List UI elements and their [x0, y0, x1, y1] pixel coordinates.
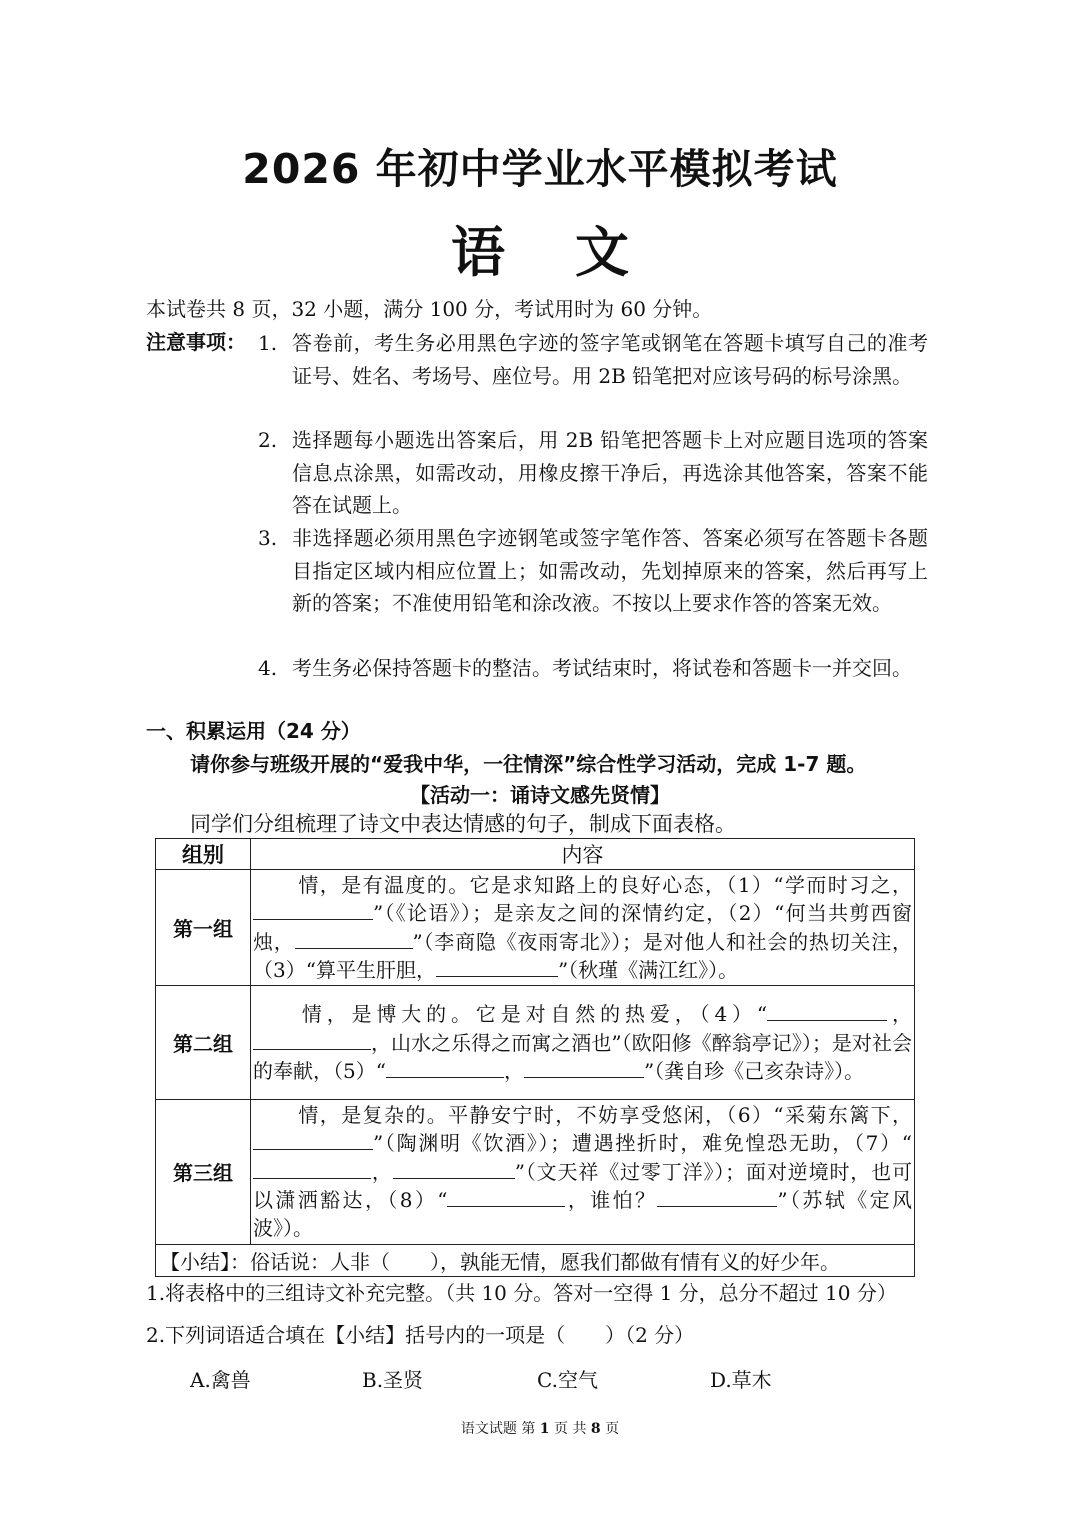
answer-blank[interactable] — [253, 901, 373, 920]
content-text: ”（苏轼《定风波》）。 — [253, 1188, 912, 1241]
section-heading: 一、积累运用（24 分） — [146, 719, 361, 743]
content-text: ”（陶渊明《饮酒》）；遭遇挫折时，难免惶恐无助，（7）“ — [373, 1131, 912, 1156]
footer-text: 页 — [600, 1421, 620, 1437]
option-c[interactable]: C.空气 — [537, 1368, 598, 1392]
content-text: ，谁怕？ — [565, 1188, 658, 1213]
answer-blank[interactable] — [253, 1031, 371, 1050]
total-pages: 8 — [590, 1421, 601, 1437]
group-label: 第一组 — [156, 870, 251, 986]
poem-table — [155, 838, 915, 1277]
summary-row — [156, 1244, 915, 1276]
table-header-content: 内容 — [251, 839, 915, 870]
content-text: ”（《论语》）；是亲友之间的深情约定，（2）“何当共剪西窗烛， — [253, 901, 912, 954]
activity-intro: 请你参与班级开展的“爱我中华，一往情深”综合性学习活动，完成 1-7 题。 — [190, 752, 867, 776]
exam-title: 2026 年初中学业水平模拟考试 — [242, 145, 838, 193]
notice-item — [258, 522, 928, 620]
content-text: ”（李商隐《夜雨寄北》）；是对他人和社会的热切关注，（3）“算平生肝胆， — [253, 929, 912, 982]
answer-blank[interactable] — [386, 1059, 504, 1078]
answer-blank[interactable] — [253, 1160, 371, 1179]
notice-text: 选择题每小题选出答案后，用 2B 铅笔把答题卡上对应题目选项的答案信息点涂黑，如需改动，用橡皮擦干净后，再选涂其他答案，答案不能答在试题上。 — [292, 428, 928, 517]
content-text: 情，是博大的。它是对自然的热爱，（4）“ — [297, 1002, 768, 1027]
footer-text: 语文试题 第 — [460, 1421, 540, 1437]
notice-item — [258, 424, 928, 522]
content-text: ”（秋瑾《满江红》）。 — [557, 957, 739, 982]
table-header-group: 组别 — [156, 839, 251, 870]
answer-blank[interactable] — [657, 1188, 777, 1207]
notice-item — [258, 652, 928, 685]
notice-label: 注意事项： — [146, 330, 246, 354]
answer-blank[interactable] — [253, 1131, 373, 1150]
page-number: 1 — [539, 1421, 550, 1437]
content-text: 情，是复杂的。平静安宁时，不妨享受悠闲，（6）“采菊东篱下， — [297, 1103, 912, 1128]
question-2: 2.下列词语适合填在【小结】括号内的一项是（ ）（2 分） — [146, 1323, 695, 1347]
notice-number: 4. — [258, 656, 278, 680]
table-row — [156, 986, 915, 1100]
answer-blank[interactable] — [295, 930, 413, 949]
footer-text: 页 共 — [549, 1421, 591, 1437]
table-row — [156, 870, 915, 986]
table-header-row — [156, 839, 915, 870]
answer-blank[interactable] — [436, 958, 558, 977]
content-text: ， — [887, 1002, 912, 1027]
content-text: ， — [503, 1058, 524, 1083]
group-label: 第二组 — [156, 986, 251, 1100]
content-text: ”（文天祥《过零丁洋》）；面对逆境时，也可以潇洒豁达，（8）“ — [253, 1159, 913, 1213]
option-b[interactable]: B.圣贤 — [362, 1368, 424, 1392]
notice-item — [258, 327, 928, 392]
group-label: 第三组 — [156, 1100, 251, 1244]
answer-blank[interactable] — [447, 1188, 565, 1207]
content-text: ”（龚自珍《己亥杂诗》）。 — [643, 1058, 865, 1083]
notice-number: 3. — [258, 526, 278, 550]
table-caption: 同学们分组梳理了诗文中表达情感的句子，制成下面表格。 — [190, 812, 736, 836]
subject-title: 语文 — [451, 221, 699, 284]
activity-title: 【活动一：诵诗文感先贤情】 — [410, 783, 670, 807]
table-row — [156, 1100, 915, 1244]
group-content — [251, 1100, 915, 1244]
group-content — [251, 986, 915, 1100]
page-footer — [0, 1418, 1080, 1438]
option-a[interactable]: A.禽兽 — [190, 1368, 251, 1392]
notice-text: 答卷前，考生务必用黑色字迹的签字笔或钢笔在答题卡填写自己的准考证号、姓名、考场号、座位号。用 2B 铅笔把对应该号码的标号涂黑。 — [292, 331, 928, 388]
summary-text: 【小结】：俗话说：人非（ ），孰能无情，愿我们都做有情有义的好少年。 — [156, 1244, 915, 1276]
option-d[interactable]: D.草木 — [710, 1368, 772, 1392]
notice-number: 1. — [258, 331, 278, 355]
answer-blank[interactable] — [393, 1160, 515, 1179]
question-1: 1.将表格中的三组诗文补充完整。（共 10 分。答对一空得 1 分，总分不超过 10 分） — [146, 1281, 897, 1305]
notice-text: 非选择题必须用黑色字迹钢笔或签字笔作答、答案必须写在答题卡各题目指定区域内相应位置上；如需改动，先划掉原来的答案，然后再写上新的答案；不准使用铅笔和涂改液。不按以上要求作答的答案无效。 — [292, 526, 928, 615]
content-text: 情，是有温度的。它是求知路上的良好心态，（1）“学而时习之， — [297, 873, 912, 897]
group-content — [251, 870, 915, 986]
answer-blank[interactable] — [524, 1059, 644, 1078]
content-text: ， — [371, 1159, 393, 1184]
notice-number: 2. — [258, 428, 278, 452]
content-text: ，山水之乐得之而寓之酒也”（欧阳修《醉翁亭记》）；是对社会的奉献，（5）“ — [253, 1030, 912, 1083]
exam-intro: 本试卷共 8 页，32 小题，满分 100 分，考试用时为 60 分钟。 — [146, 297, 713, 321]
answer-blank[interactable] — [767, 1002, 887, 1021]
notice-text: 考生务必保持答题卡的整洁。考试结束时，将试卷和答题卡一并交回。 — [292, 656, 912, 680]
